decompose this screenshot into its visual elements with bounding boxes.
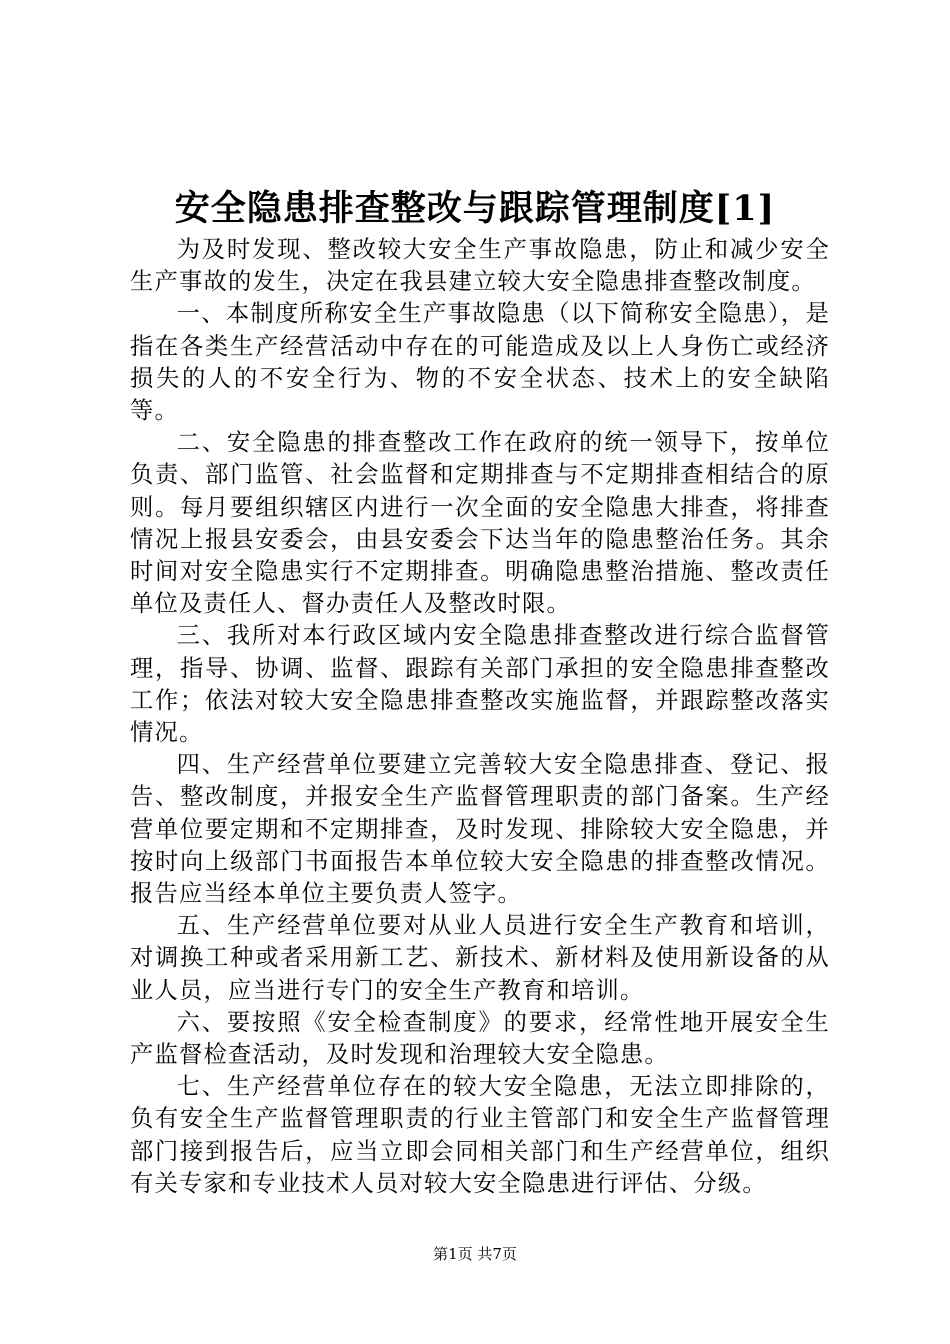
page-number-footer: 第1页 共7页 (433, 1245, 517, 1263)
paragraph-clause-4: 四、生产经营单位要建立完善较大安全隐患排查、登记、报告、整改制度，并报安全生产监督管理职责的部门备案。生产经营单位要定期和不定期排查，及时发现、排除较大安全隐患，并按时向上级部门书面报告本单位较大安全隐患的排查整改情况。报告应当经本单位主要负责人签字。 (130, 751, 830, 908)
paragraph-clause-7: 七、生产经营单位存在的较大安全隐患，无法立即排除的，负有安全生产监督管理职责的行业主管部门和安全生产监督管理部门接到报告后，应当立即会同相关部门和生产经营单位，组织有关专家和专业技术人员对较大安全隐患进行评估、分级。 (130, 1073, 830, 1197)
paragraph-clause-5: 五、生产经营单位要对从业人员进行安全生产教育和培训，对调换工种或者采用新工艺、新技术、新材料及使用新设备的从业人员，应当进行专门的安全生产教育和培训。 (130, 912, 830, 1004)
paragraph-clause-3: 三、我所对本行政区域内安全隐患排查整改进行综合监督管理，指导、协调、监督、跟踪有关部门承担的安全隐患排查整改工作；依法对较大安全隐患排查整改实施监督，并跟踪整改落实情况。 (130, 622, 830, 747)
paragraph-clause-1: 一、本制度所称安全生产事故隐患（以下简称安全隐患），是指在各类生产经营活动中存在的可能造成及以上人身伤亡或经济损失的人的不安全行为、物的不安全状态、技术上的安全缺陷等。 (130, 300, 830, 425)
paragraph-intro: 为及时发现、整改较大安全生产事故隐患，防止和减少安全生产事故的发生，决定在我县建立较大安全隐患排查整改制度。 (130, 236, 830, 296)
document-title: 安全隐患排查整改与跟踪管理制度[1] (174, 188, 776, 229)
paragraph-clause-2: 二、安全隐患的排查整改工作在政府的统一领导下，按单位负责、部门监管、社会监督和定期排查与不定期排查相结合的原则。每月要组织辖区内进行一次全面的安全隐患大排查，将排查情况上报县安委会，由县安委会下达当年的隐患整治任务。其余时间对安全隐患实行不定期排查。明确隐患整治措施、整改责任单位及责任人、督办责任人及整改时限。 (130, 429, 830, 618)
document-body (130, 234, 830, 1200)
paragraph-clause-6: 六、要按照《安全检查制度》的要求，经常性地开展安全生产监督检查活动，及时发现和治理较大安全隐患。 (130, 1008, 830, 1069)
